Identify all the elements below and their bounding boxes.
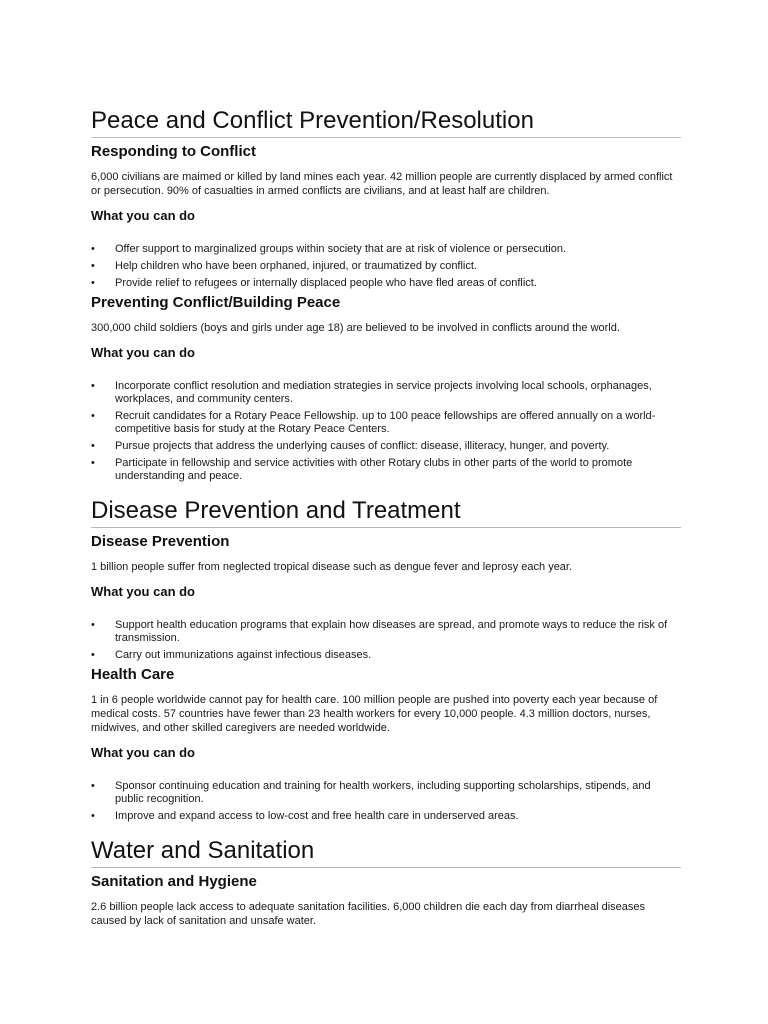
section-title: Disease Prevention and Treatment xyxy=(91,496,681,528)
action-heading: What you can do xyxy=(91,745,195,760)
bullet-glyph: • xyxy=(91,780,95,792)
list-item xyxy=(91,260,681,273)
bullet-glyph: • xyxy=(91,243,95,255)
list-item-text: Improve and expand access to low-cost and free health care in underserved areas. xyxy=(115,810,519,822)
bullet-glyph: • xyxy=(91,440,95,452)
list-item xyxy=(91,410,681,436)
list-item xyxy=(91,619,681,645)
paragraph: 2.6 billion people lack access to adequate sanitation facilities. 6,000 children die each day from diarrheal diseases caused by lack of sanitation and unsafe water. xyxy=(91,901,646,927)
bullet-glyph: • xyxy=(91,410,95,422)
list-item xyxy=(91,780,681,806)
list-item-text: Help children who have been orphaned, injured, or traumatized by conflict. xyxy=(115,260,477,272)
list-item xyxy=(91,457,681,483)
list-item xyxy=(91,810,681,823)
action-heading: What you can do xyxy=(91,584,195,599)
action-heading: What you can do xyxy=(91,345,195,360)
bullet-list xyxy=(91,780,681,823)
document-content xyxy=(91,106,681,928)
bullet-list xyxy=(91,380,681,483)
subsection-heading: Health Care xyxy=(91,666,175,683)
list-item xyxy=(91,440,681,453)
list-item-text: Pursue projects that address the underlying causes of conflict: disease, illiteracy, hunger, and poverty. xyxy=(115,440,610,452)
subsection-heading: Preventing Conflict/Building Peace xyxy=(91,294,341,311)
bullet-glyph: • xyxy=(91,649,95,661)
list-item-text: Provide relief to refugees or internally displaced people who have fled areas of conflict. xyxy=(115,277,537,289)
section-title: Peace and Conflict Prevention/Resolution xyxy=(91,106,681,138)
list-item-text: Incorporate conflict resolution and mediation strategies in service projects involving local schools, orphanages, workplaces, and community centers. xyxy=(115,380,652,405)
list-item-text: Support health education programs that explain how diseases are spread, and promote ways to reduce the risk of transmission. xyxy=(115,619,668,644)
list-item xyxy=(91,243,681,256)
list-item-text: Offer support to marginalized groups within society that are at risk of violence or persecution. xyxy=(115,243,567,255)
bullet-glyph: • xyxy=(91,457,95,469)
bullet-glyph: • xyxy=(91,260,95,272)
list-item xyxy=(91,277,681,290)
action-heading: What you can do xyxy=(91,208,195,223)
bullet-list xyxy=(91,619,681,662)
list-item-text: Participate in fellowship and service activities with other Rotary clubs in other parts of the world to promote understanding and peace. xyxy=(115,457,633,482)
list-item-text: Sponsor continuing education and training for health workers, including supporting scholarships, stipends, and public recognition. xyxy=(115,780,651,805)
list-item xyxy=(91,649,681,662)
bullet-glyph: • xyxy=(91,277,95,289)
paragraph: 6,000 civilians are maimed or killed by land mines each year. 42 million people are currently displaced by armed conflict or persecution. 90% of casualties in armed conflicts are civilians, and at least half are children. xyxy=(91,171,673,197)
paragraph: 1 billion people suffer from neglected tropical disease such as dengue fever and leprosy each year. xyxy=(91,561,573,573)
bullet-glyph: • xyxy=(91,810,95,822)
bullet-glyph: • xyxy=(91,619,95,631)
section-title: Water and Sanitation xyxy=(91,836,681,868)
subsection-heading: Responding to Conflict xyxy=(91,143,256,160)
paragraph: 1 in 6 people worldwide cannot pay for health care. 100 million people are pushed into poverty each year because of medical costs. 57 countries have fewer than 23 health workers for every 10,000 people. 4.3 million doctors, nurses, midwives, and other skilled caregivers are needed worldwide. xyxy=(91,694,658,734)
list-item xyxy=(91,380,681,406)
list-item-text: Recruit candidates for a Rotary Peace Fellowship. up to 100 peace fellowships are offered annually on a world-competitive basis for study at the Rotary Peace Centers. xyxy=(115,410,656,435)
bullet-glyph: • xyxy=(91,380,95,392)
bullet-list xyxy=(91,243,681,290)
list-item-text: Carry out immunizations against infectious diseases. xyxy=(115,649,372,661)
subsection-heading: Disease Prevention xyxy=(91,533,230,550)
subsection-heading: Sanitation and Hygiene xyxy=(91,873,257,890)
paragraph: 300,000 child soldiers (boys and girls under age 18) are believed to be involved in conflicts around the world. xyxy=(91,322,620,334)
